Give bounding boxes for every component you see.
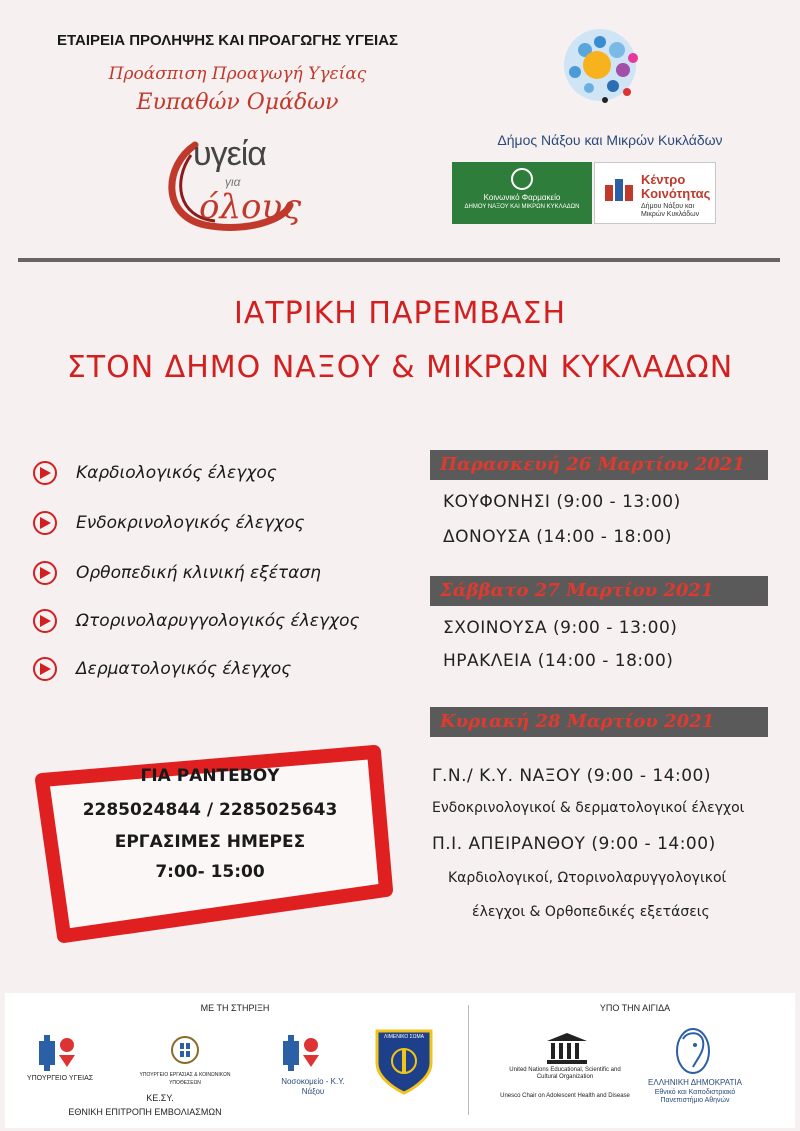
community-people-icon bbox=[603, 175, 635, 209]
municipality-logo-icon bbox=[545, 20, 665, 130]
ministry-health-label: ΥΠΟΥΡΓΕΙΟ ΥΓΕΙΑΣ bbox=[26, 1075, 94, 1082]
community-center-title: Κέντρο Κοινότητας bbox=[641, 172, 711, 201]
municipality-name: Δήμος Νάξου και Μικρών Κυκλάδων bbox=[497, 132, 723, 148]
service-label: Ενδοκρινολογικός έλεγχος bbox=[76, 513, 305, 533]
hellenic-republic-label: ΕΛΛΗΝΙΚΗ ΔΗΜΟΚΡΑΤΙΑ bbox=[648, 1078, 742, 1087]
community-center-subtitle: Δήμου Νάξου και Μικρών Κυκλάδων bbox=[641, 203, 700, 218]
support-label: ΜΕ ΤΗ ΣΤΗΡΙΞΗ bbox=[200, 1003, 270, 1013]
footer-divider bbox=[468, 1005, 469, 1115]
header-divider bbox=[18, 258, 780, 262]
main-title-line-2: ΣΤΟΝ ΔΗΜΟ ΝΑΞΟΥ & ΜΙΚΡΩΝ ΚΥΚΛΑΔΩΝ bbox=[66, 350, 734, 385]
service-label: Ωτορινολαρυγγολογικός έλεγχος bbox=[76, 611, 360, 631]
org-name: ΕΤΑΙΡΕΙΑ ΠΡΟΛΗΨΗΣ ΚΑΙ ΠΡΟΑΓΩΓΗΣ ΥΓΕΙΑΣ bbox=[56, 32, 399, 49]
service-item bbox=[32, 508, 305, 538]
service-item bbox=[32, 654, 291, 684]
kesy-label: ΚΕ.ΣΥ. bbox=[146, 1093, 174, 1103]
service-label: Καρδιολογικός έλεγχος bbox=[76, 463, 277, 483]
main-title-line-1: ΙΑΤΡΙΚΗ ΠΑΡΕΜΒΑΣΗ bbox=[233, 296, 567, 331]
ministry-health-icon bbox=[39, 1035, 79, 1071]
greek-emblem-icon bbox=[170, 1035, 200, 1065]
service-item bbox=[32, 558, 321, 588]
footer-sponsors bbox=[5, 993, 795, 1128]
hospital-icon bbox=[283, 1035, 323, 1071]
kesy-full-label: ΕΘΝΙΚΗ ΕΠΙΤΡΟΠΗ ΕΜΒΟΛΙΑΣΜΩΝ bbox=[68, 1107, 222, 1117]
schedule-item: ΗΡΑΚΛΕΙΑ (14:00 - 18:00) bbox=[443, 651, 674, 671]
logo-word-gia: για bbox=[225, 175, 241, 189]
day-2-header: Σάββατο 27 Μαρτίου 2021 bbox=[430, 576, 768, 606]
schedule-desc: έλεγχοι & Ορθοπεδικές εξετάσεις bbox=[472, 904, 710, 920]
appointment-phones: 2285024844 / 2285025643 bbox=[82, 800, 338, 820]
logo-word-ygeia: υγεία bbox=[193, 135, 266, 173]
hospital-label: Νοσοκομείο - Κ.Υ. Νάξου bbox=[281, 1077, 345, 1096]
arrow-right-icon bbox=[32, 560, 58, 586]
schedule-desc: Καρδιολογικοί, Ωτορινολαρυγγολογικοί bbox=[448, 870, 727, 886]
schedule-item: ΣΧΟΙΝΟΥΣΑ (9:00 - 13:00) bbox=[443, 618, 678, 638]
service-item bbox=[32, 606, 360, 636]
appointment-days: ΕΡΓΑΣΙΜΕΣ ΗΜΕΡΕΣ bbox=[114, 832, 306, 852]
service-item bbox=[32, 458, 277, 488]
university-label: Εθνικό και Καποδιστριακό Πανεπιστήμιο Αθηνών bbox=[654, 1089, 736, 1104]
service-label: Ορθοπεδική κλινική εξέταση bbox=[76, 563, 321, 583]
unesco-temple-icon bbox=[545, 1031, 589, 1065]
schedule-item: Π.Ι. ΑΠΕΙΡΑΝΘΟΥ (9:00 - 14:00) bbox=[432, 834, 716, 854]
schedule-item: ΚΟΥΦΟΝΗΣΙ (9:00 - 13:00) bbox=[443, 492, 681, 512]
schedule-desc: Ενδοκρινολογικοί & δερματολογικοί έλεγχοι bbox=[432, 800, 745, 816]
pharmacy-name: Κοινωνικό Φαρμακείο bbox=[483, 193, 561, 202]
university-athena-icon bbox=[673, 1025, 713, 1075]
appointment-hours: 7:00- 15:00 bbox=[155, 862, 265, 882]
social-pharmacy-logo bbox=[452, 162, 592, 224]
appointment-label: ΓΙΑ ΡΑΝΤΕΒΟΥ bbox=[140, 766, 280, 786]
ygeia-gia-olous-logo bbox=[155, 125, 305, 235]
pharmacy-municipality: ΔΗΜΟΥ ΝΑΞΟΥ ΚΑΙ ΜΙΚΡΩΝ ΚΥΚΛΑΔΩΝ bbox=[464, 204, 580, 210]
logo-word-olous: όλους bbox=[199, 187, 302, 227]
unesco-label: United Nations Educational, Scientific and Cultural Organization bbox=[509, 1067, 621, 1080]
org-subtitle-2: Ευπαθών Ομάδων bbox=[136, 90, 339, 115]
day-3-header: Κυριακή 28 Μαρτίου 2021 bbox=[430, 707, 768, 737]
schedule-item: ΔΟΝΟΥΣΑ (14:00 - 18:00) bbox=[443, 527, 672, 547]
service-label: Δερματολογικός έλεγχος bbox=[76, 659, 292, 679]
arrow-right-icon bbox=[32, 656, 58, 682]
schedule-item: Γ.Ν./ Κ.Υ. ΝΑΞΟΥ (9:00 - 14:00) bbox=[432, 766, 711, 786]
pharmacy-cross-icon bbox=[511, 168, 533, 190]
org-subtitle-1: Προάσπιση Προαγωγή Υγείας bbox=[108, 64, 367, 84]
ministry-labour-label: ΥΠΟΥΡΓΕΙΟ ΕΡΓΑΣΙΑΣ & ΚΟΙΝΩΝΙΚΩΝ ΥΠΟΘΕΣΕΩΝ bbox=[139, 1072, 231, 1086]
day-1-header: Παρασκευή 26 Μαρτίου 2021 bbox=[430, 450, 768, 480]
community-center-logo bbox=[594, 162, 716, 224]
unesco-chair-label: Unesco Chair on Adolescent Health and Disease bbox=[500, 1093, 630, 1099]
coast-guard-label: ΛΙΜΕΝΙΚΟ ΣΩΜΑ bbox=[383, 1034, 425, 1040]
arrow-right-icon bbox=[32, 460, 58, 486]
arrow-right-icon bbox=[32, 608, 58, 634]
arrow-right-icon bbox=[32, 510, 58, 536]
aegis-label: ΥΠΟ ΤΗΝ ΑΙΓΙΔΑ bbox=[599, 1003, 671, 1013]
